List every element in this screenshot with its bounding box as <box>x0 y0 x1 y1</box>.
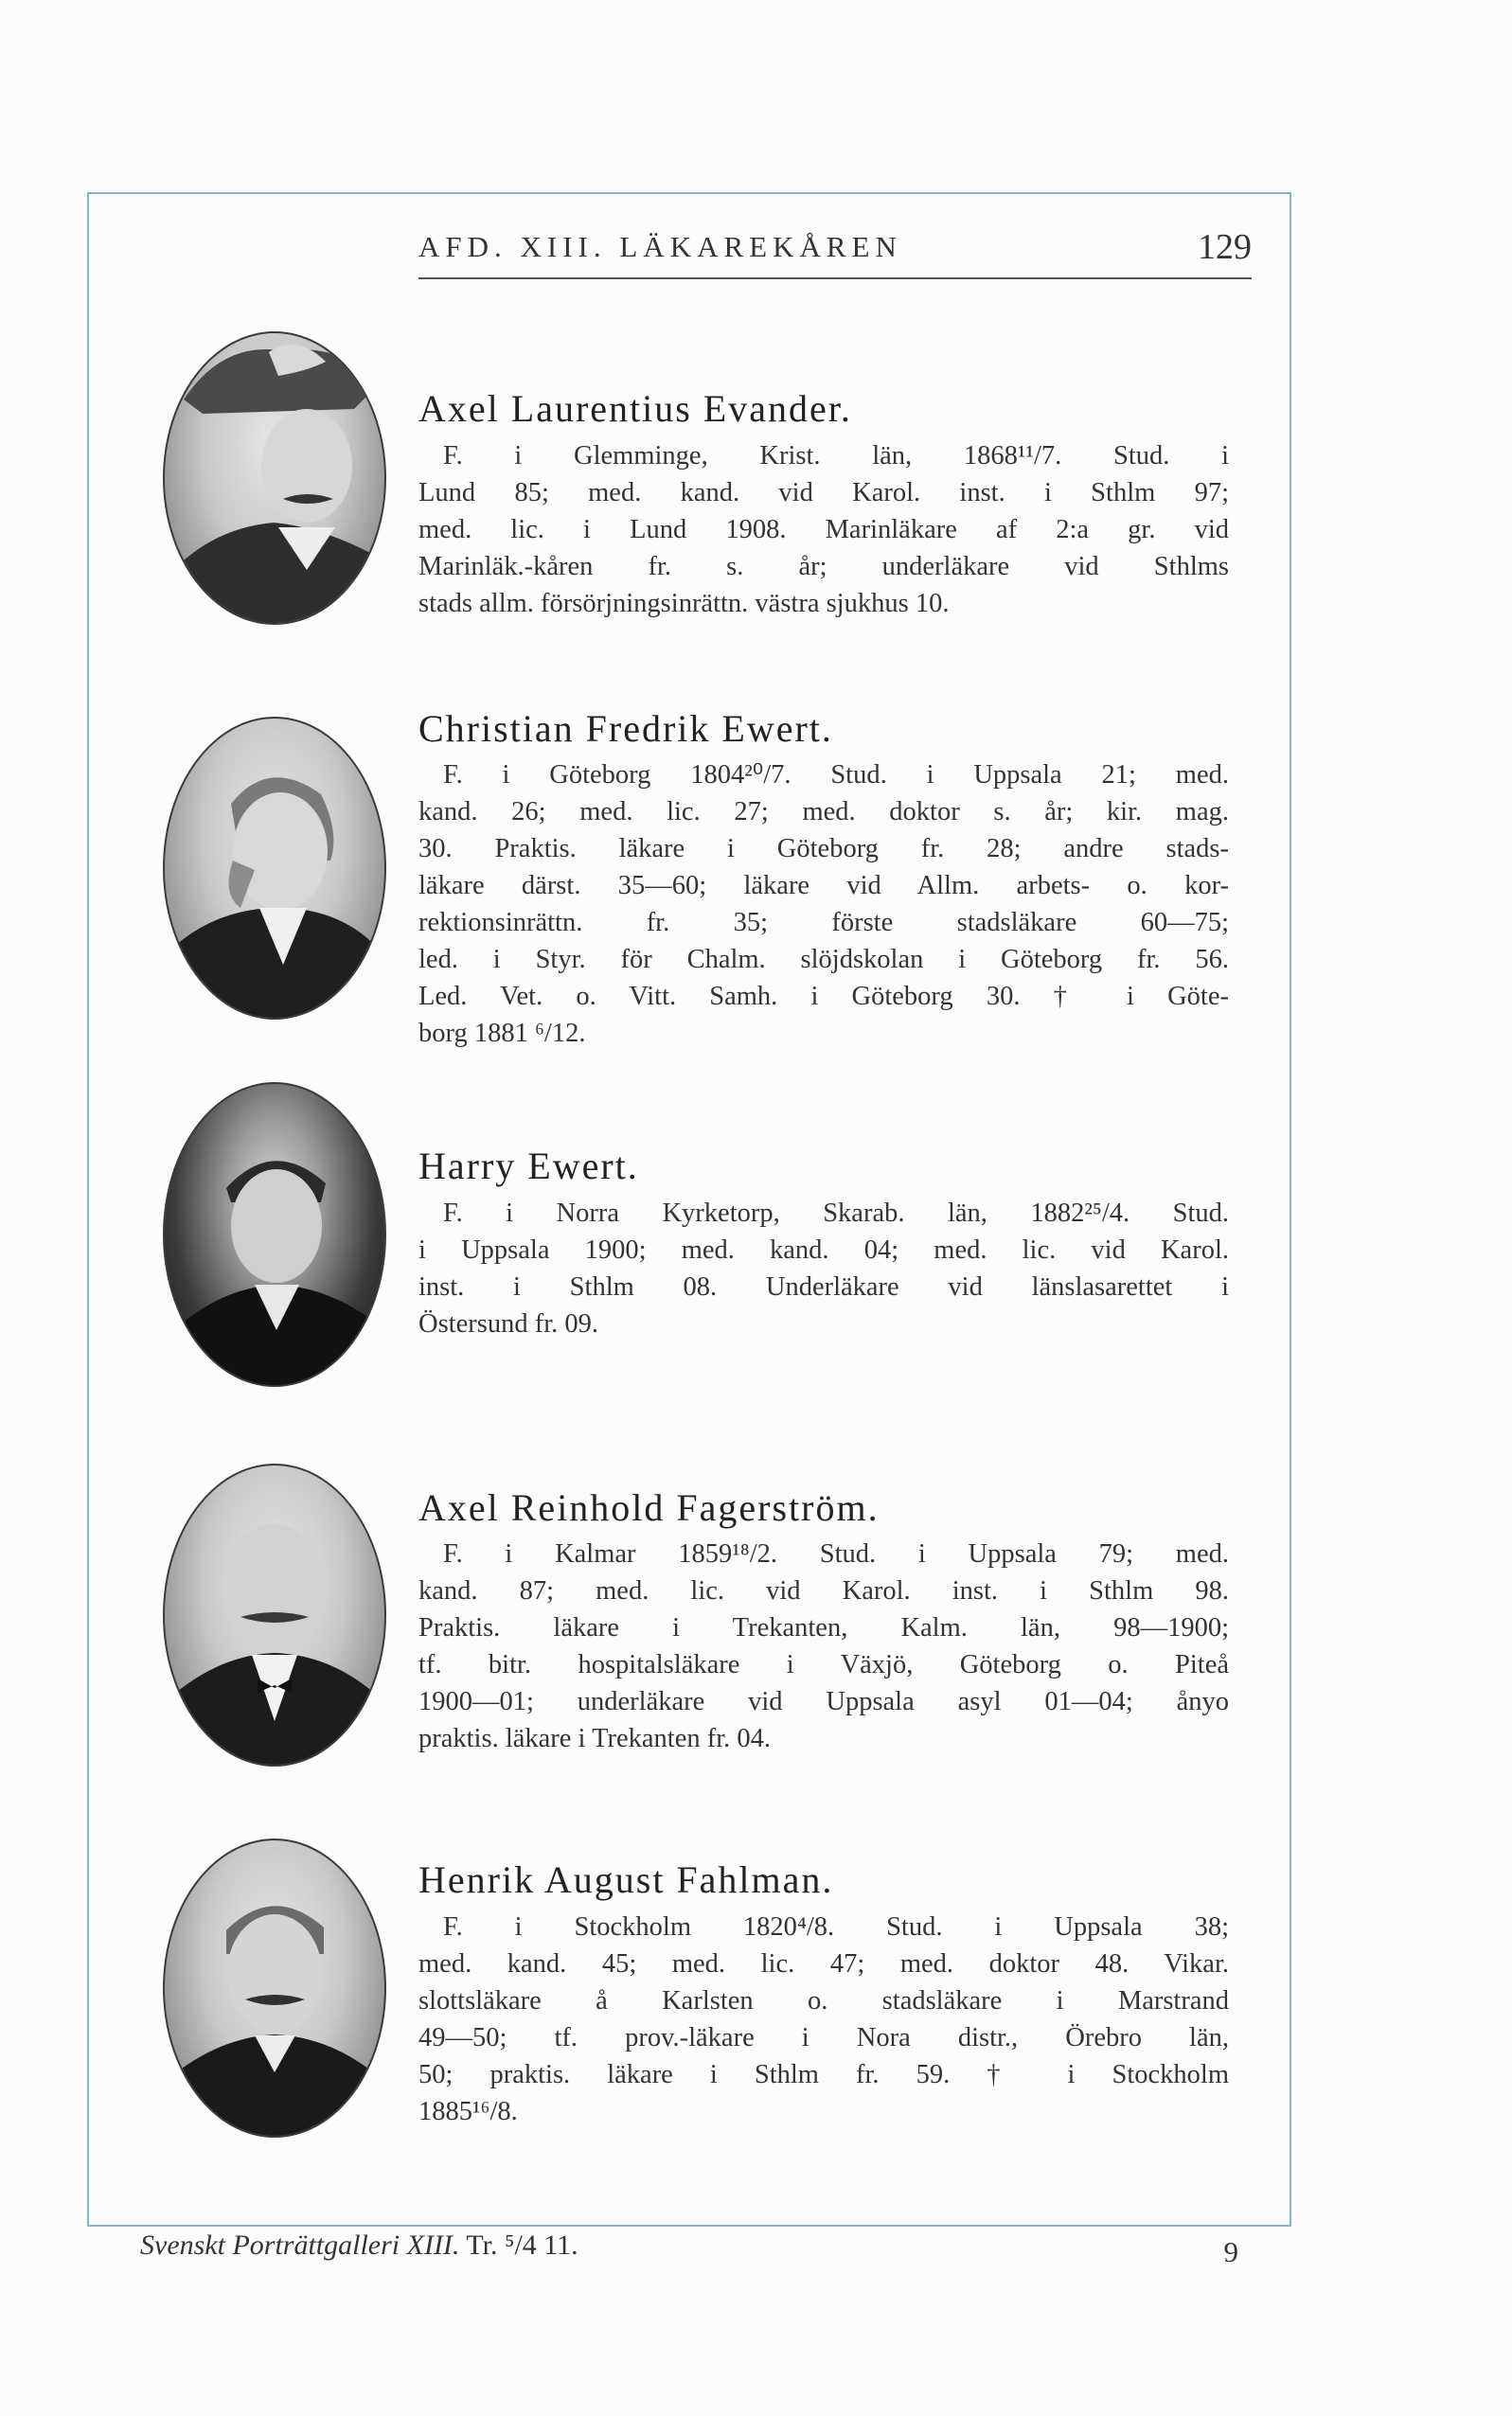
section-title: AFD. XIII. LÄKAREKÅREN <box>418 230 902 263</box>
bio-line: Led. Vet. o. Vitt. Samh. i Göteborg 30. † i Göte- <box>418 982 1229 1011</box>
portrait-photo <box>163 331 386 625</box>
signature-mark: 9 <box>1223 2235 1238 2268</box>
issue-info: Tr. ⁵/4 11. <box>459 2229 578 2261</box>
page-number: 129 <box>1198 227 1252 267</box>
portrait-photo <box>163 1082 386 1387</box>
bio-line: Praktis. läkare i Trekanten, Kalm. län, 98—1900; <box>418 1613 1229 1643</box>
person-name: Christian Fredrik Ewert. <box>418 707 833 750</box>
bio-line: inst. i Sthlm 08. Underläkare vid länslasarettet i <box>418 1272 1229 1302</box>
biography-text <box>418 1195 1229 1342</box>
bio-line: med. kand. 45; med. lic. 47; med. doktor 48. Vikar. <box>418 1949 1229 1979</box>
publication-info <box>140 2229 578 2262</box>
bio-line: med. lic. i Lund 1908. Marinläkare af 2:a gr. vid <box>418 515 1229 544</box>
bio-line: 1885¹⁶/8. <box>418 2097 518 2126</box>
biography-text <box>418 756 1229 1052</box>
bio-line: praktis. läkare i Trekanten fr. 04. <box>418 1724 772 1753</box>
bio-line: slottsläkare å Karlsten o. stadsläkare i Marstrand <box>418 1986 1229 2016</box>
biography-text <box>418 1909 1229 2130</box>
bio-line: 50; praktis. läkare i Sthlm fr. 59. † i Stockholm <box>418 2060 1229 2089</box>
bio-line: F. i Stockholm 1820⁴/8. Stud. i Uppsala 38; <box>443 1912 1229 1942</box>
bio-line: läkare därst. 35—60; läkare vid Allm. arbets- o. kor- <box>418 871 1229 900</box>
bio-line: 49—50; tf. prov.-läkare i Nora distr., Örebro län, <box>418 2023 1229 2052</box>
bio-line: i Uppsala 1900; med. kand. 04; med. lic. vid Karol. <box>418 1235 1229 1265</box>
person-name: Henrik August Fahlman. <box>418 1858 834 1901</box>
publication-title: Svenskt Porträttgalleri XIII. <box>140 2229 460 2261</box>
person-name: Axel Reinhold Fagerström. <box>418 1486 880 1529</box>
biography-text <box>418 437 1229 622</box>
biography-text <box>418 1536 1229 1757</box>
bio-line: F. i Kalmar 1859¹⁸/2. Stud. i Uppsala 79; med. <box>443 1539 1229 1569</box>
bio-line: kand. 87; med. lic. vid Karol. inst. i Sthlm 98. <box>418 1576 1229 1606</box>
portrait-photo <box>163 1464 386 1767</box>
bio-line: Östersund fr. 09. <box>418 1309 598 1339</box>
bio-line: F. i Glemminge, Krist. län, 1868¹¹/7. Stud. i <box>443 441 1229 471</box>
bio-line: Marinläk.-kåren fr. s. år; underläkare vid Sthlms <box>418 552 1229 581</box>
bio-line: stads allm. försörjningsinrättn. västra sjukhus 10. <box>418 589 950 618</box>
bio-line: 30. Praktis. läkare i Göteborg fr. 28; andre stads- <box>418 834 1229 863</box>
bio-line: led. i Styr. för Chalm. slöjdskolan i Göteborg fr. 56. <box>418 945 1229 974</box>
bio-line: Lund 85; med. kand. vid Karol. inst. i Sthlm 97; <box>418 478 1229 507</box>
bio-line: 1900—01; underläkare vid Uppsala asyl 01—04; ånyo <box>418 1687 1229 1716</box>
bio-line: F. i Göteborg 1804²⁰/7. Stud. i Uppsala 21; med. <box>443 760 1229 790</box>
bio-line: borg 1881 ⁶/12. <box>418 1019 586 1048</box>
bio-line: kand. 26; med. lic. 27; med. doktor s. år; kir. mag. <box>418 797 1229 826</box>
bio-line: tf. bitr. hospitalsläkare i Växjö, Göteborg o. Piteå <box>418 1650 1229 1679</box>
bio-line: rektionsinrättn. fr. 35; förste stadsläkare 60—75; <box>418 908 1229 937</box>
person-name: Harry Ewert. <box>418 1145 639 1187</box>
page-footer <box>140 2229 1238 2277</box>
running-header <box>418 221 1252 279</box>
portrait-photo <box>163 1839 386 2138</box>
portrait-photo <box>163 717 386 1020</box>
person-name: Axel Laurentius Evander. <box>418 387 852 430</box>
bio-line: F. i Norra Kyrketorp, Skarab. län, 1882²⁵/4. Stud. <box>443 1199 1229 1228</box>
